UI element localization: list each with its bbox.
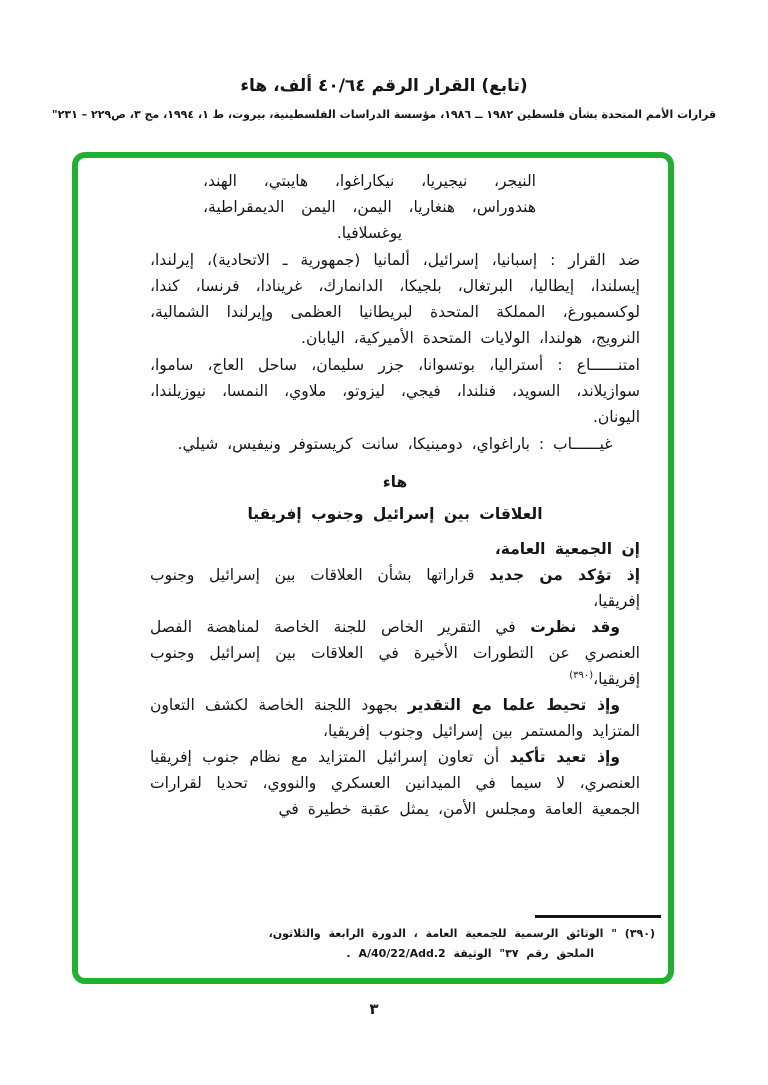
section-title-heading: العلاقات بين إسرائيل وجنوب إفريقيا — [247, 505, 543, 523]
footnote-reference-marker: (٣٩٠) — [569, 669, 594, 681]
vote-entry-countries: إسبانيا، إسرائيل، ألمانيا (جمهورية ـ الاتحادية)، إيرلندا، إيسلندا، إيطاليا، البرتغال، بلجيكا، الدانمارك، غرينادا، فرنسا، كندا، لوكسمبورغ، المملكة المتحدة لبريطانيا العظمى وإيرلندا الشمالية، النرويج، هولندا، الولايات المتحدة الأميركية، اليابان. — [150, 251, 640, 347]
paragraph-rest: أن تعاون إسرائيل المتزايد مع نظام جنوب إفريقيا العنصري، لا سيما في الميدانين العسكري والنووي، تحديا لقرارات الجمعية العامة ومجلس الأمن، يمثل عقبة خطيرة في — [150, 748, 640, 818]
vote-entry-against — [150, 247, 640, 351]
footnote-text-line1: (٣٩٠) " الوثائق الرسمية للجمعية العامة ، الدورة الرابعة والثلاثون، — [268, 927, 655, 940]
vote-list-continuation: النيجر، نيجيريا، نيكاراغوا، هايبتي، الهند، هندوراس، هنغاريا، اليمن، اليمن الديمقراطية، يوغسلافيا. — [203, 172, 536, 242]
paragraph-lead: إذ تؤكد من جديد — [489, 566, 641, 584]
footnote-separator-rule — [535, 915, 661, 918]
paragraph-having-considered — [150, 614, 640, 692]
paragraph-lead: وقد نظرت — [530, 618, 620, 636]
box-content — [78, 158, 668, 978]
paragraph-rest: بجهود اللجنة الخاصة لكشف التعاون المتزايد والمستمر بين إسرائيل وجنوب إفريقيا، — [150, 696, 640, 740]
paragraph-lead: وإذ تعيد تأكيد — [509, 748, 620, 766]
paragraph-reiterating — [150, 744, 640, 822]
footnote-block — [138, 915, 655, 964]
paragraph-reaffirming — [150, 562, 640, 614]
highlight-border-box — [72, 152, 674, 984]
paragraph-rest: قراراتها بشأن العلاقات بين إسرائيل وجنوب إفريقيا، — [150, 566, 640, 610]
vote-entry-countries: باراغواي، دومينيكا، سانت كريستوفر ونيفيس، شيلي. — [177, 435, 530, 453]
page-number: ٣ — [369, 1000, 379, 1018]
paragraph-lead: وإذ تحيط علما مع التقدير — [407, 696, 620, 714]
paragraph-taking-note — [150, 692, 640, 744]
vote-entry-label: ضد القرار : — [550, 251, 640, 269]
vote-entry-label: غيــــــاب : — [538, 435, 613, 453]
footnote-text-line2: الملحق رقم ٣٧" الوثيقة A/40/22/Add.2 . — [346, 947, 594, 960]
vote-entry-absent — [150, 431, 640, 457]
section-letter-heading: هاء — [382, 473, 408, 491]
paragraph-rest: في التقرير الخاص للجنة الخاصة لمناهضة الفصل العنصري عن التطورات الأخيرة في العلاقات بين إسرائيل وجنوب إفريقيا، — [150, 618, 640, 688]
source-citation: قرارات الأمم المتحدة بشأن فلسطين ١٩٨٢ ــ ١٩٨٦، مؤسسة الدراسات الفلسطينية، بيروت، ط ١، ١٩٩٤، مج ٣، ص٢٢٩ – ٢٣١" — [51, 108, 717, 121]
paragraph-preamble — [150, 536, 640, 562]
page-title: (تابع) القرار الرقم ٤٠/٦٤ ألف، هاء — [240, 76, 528, 96]
vote-entry-countries: أستراليا، بوتسوانا، جزر سليمان، ساحل العاج، ساموا، سوازيلاند، السويد، فنلندا، فيجي، ليزوتو، ملاوي، النمسا، نيوزيلندا، اليونان. — [150, 356, 640, 426]
paragraph-lead: إن الجمعية العامة، — [494, 540, 640, 558]
vote-entry-abstain — [150, 352, 640, 430]
vote-entry-label: امتنــــــاع : — [557, 356, 640, 374]
